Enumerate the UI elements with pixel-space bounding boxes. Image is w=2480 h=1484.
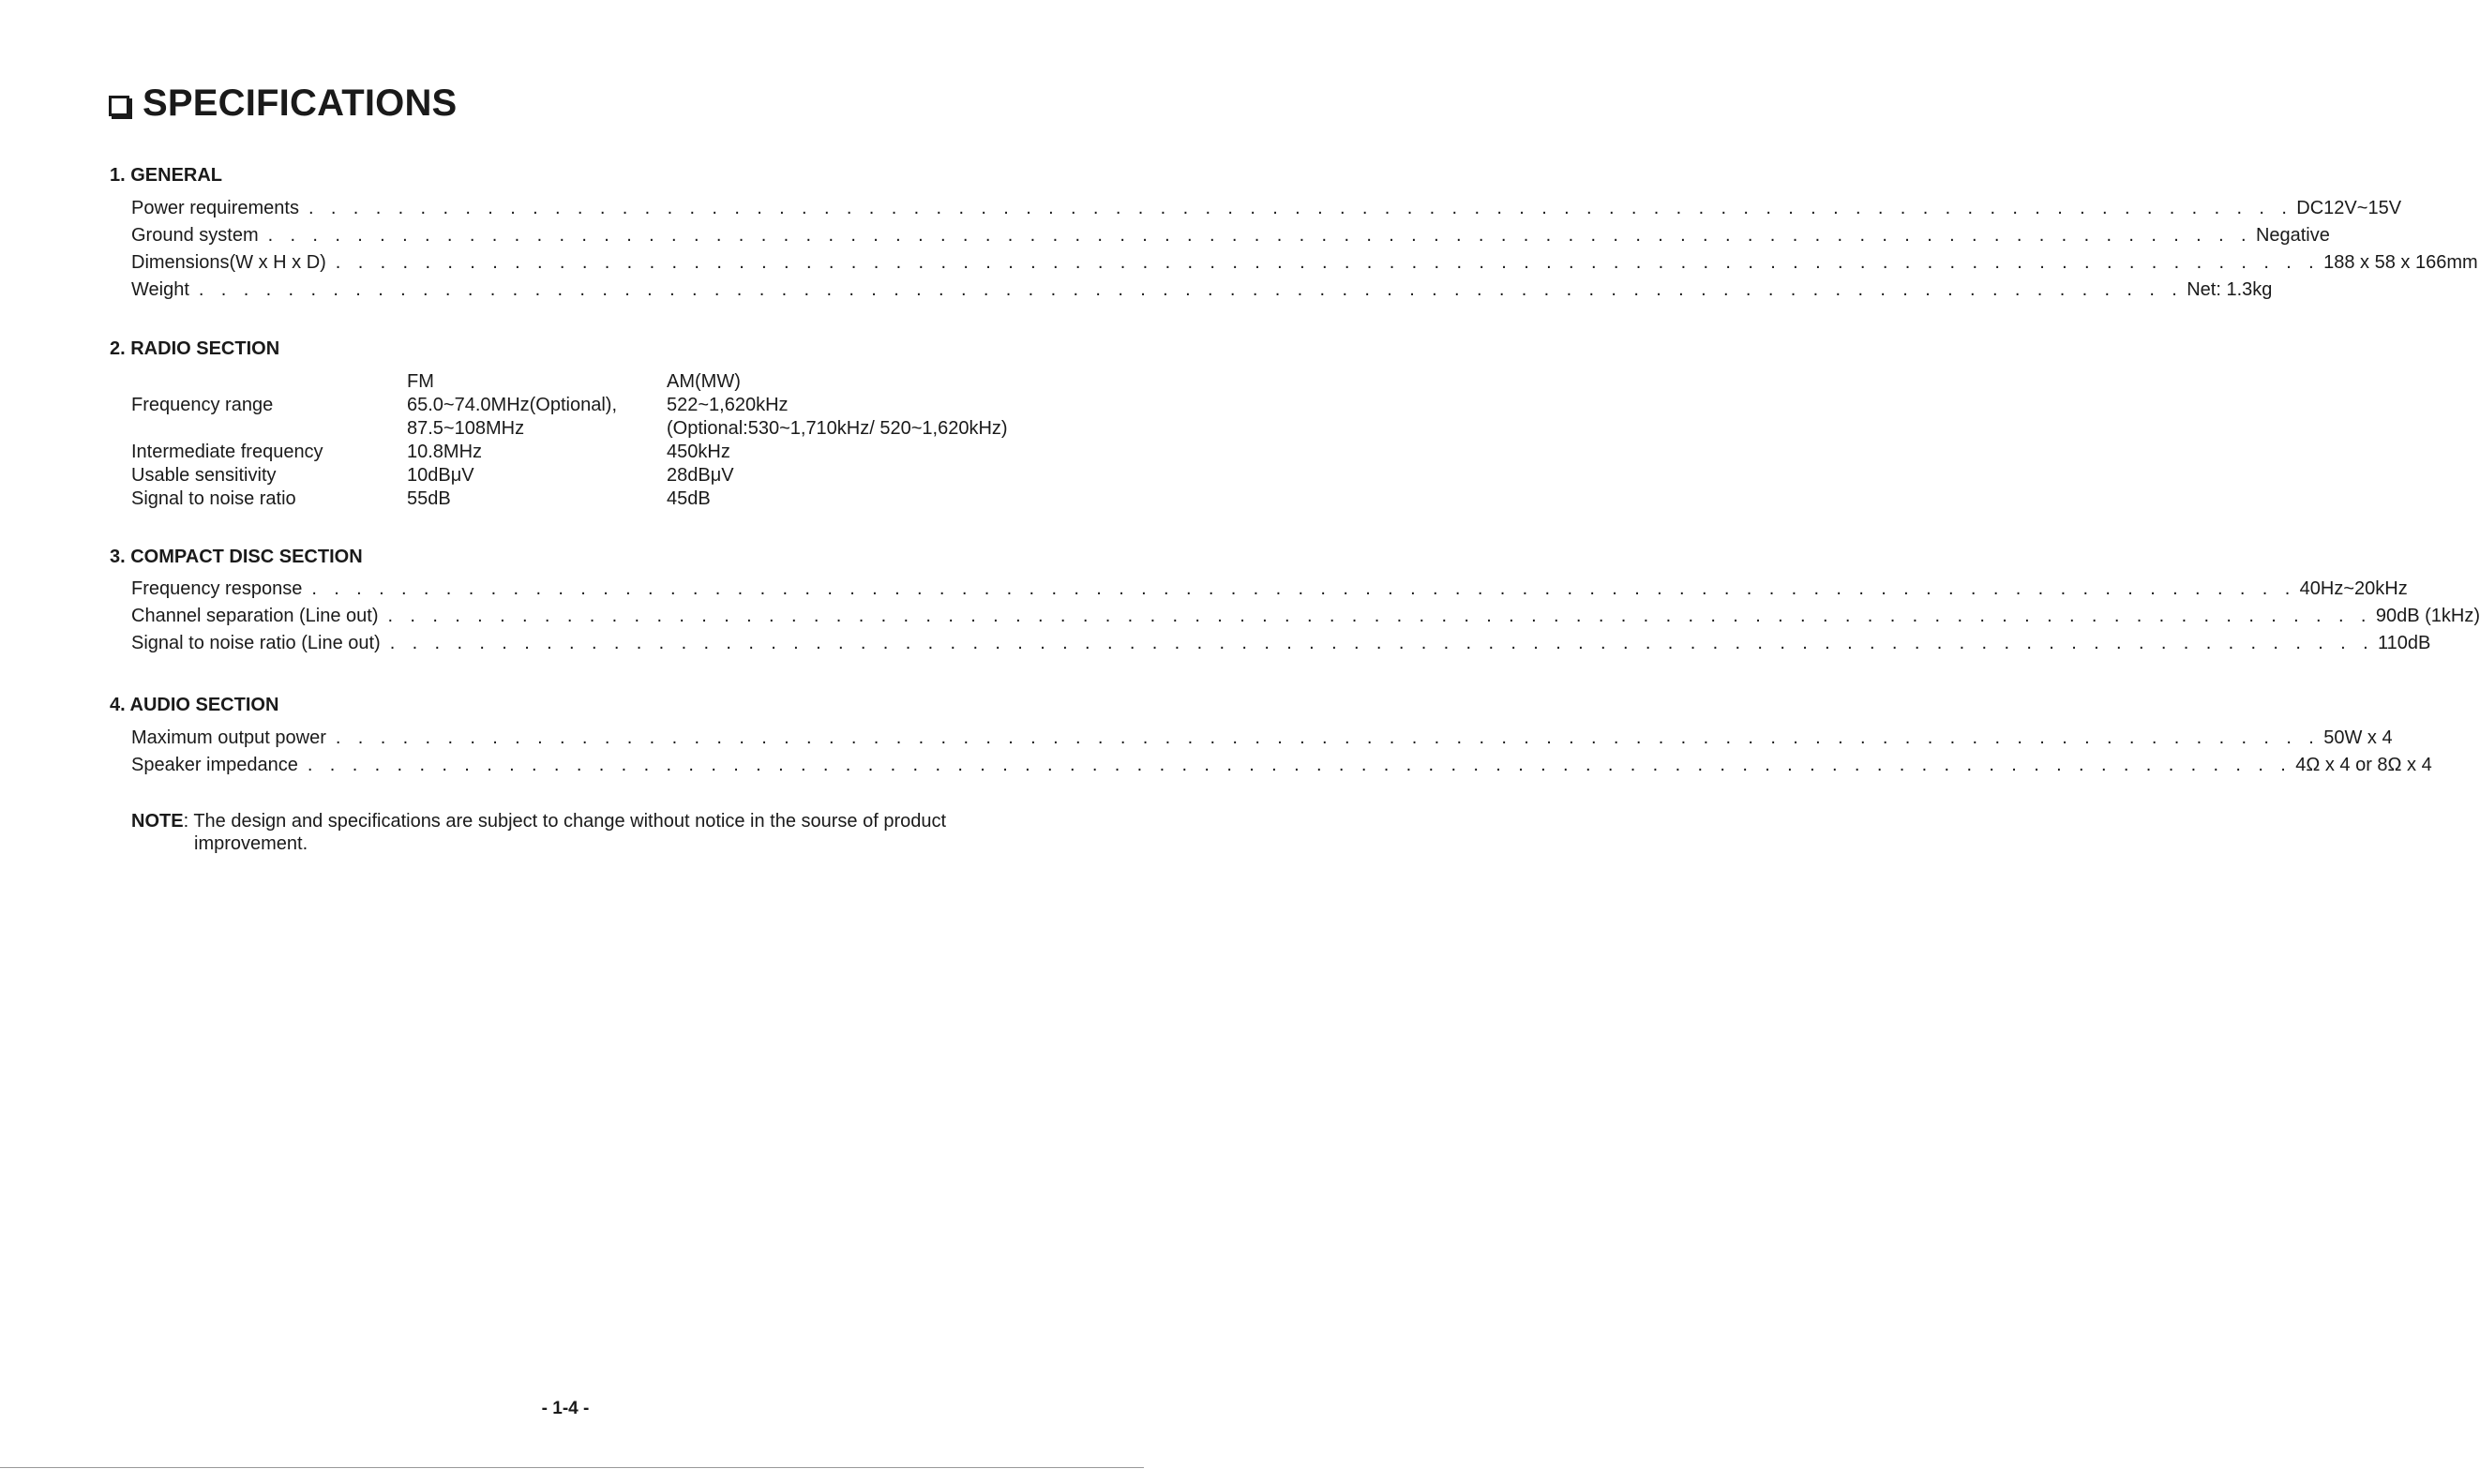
radio-column-header-fm: FM <box>407 371 434 392</box>
radio-fm-value: 87.5~108MHz <box>407 418 525 439</box>
spec-value: 50W x 4 <box>2323 727 2393 748</box>
page-title-text: SPECIFICATIONS <box>143 82 458 124</box>
page-title <box>109 82 457 125</box>
dot-leader: . . . . . . . . . . . . . . . . . . . . . . . . . . . . . . . . . . . . . . . . . . . . . . . . . . . . . . . . . . . . . . . . . . . . . . . . . . . . . . . . . . . . . . . . . <box>311 578 2296 599</box>
bottom-rule <box>0 1467 1144 1468</box>
dot-leader: . . . . . . . . . . . . . . . . . . . . . . . . . . . . . . . . . . . . . . . . . . . . . . . . . . . . . . . . . . . . . . . . . . . . . . . . . . . . . . . . . . . . . . . . . <box>389 633 2375 653</box>
section-heading-radio: 2. RADIO SECTION <box>110 338 280 359</box>
spec-row-power-requirements <box>131 198 2402 222</box>
section-heading-audio: 4. AUDIO SECTION <box>110 695 279 715</box>
spec-row-dimensions <box>131 252 2478 277</box>
section-heading-compact-disc: 3. COMPACT DISC SECTION <box>110 547 363 567</box>
spec-value: DC12V~15V <box>2296 198 2402 218</box>
spec-row-weight <box>131 279 2273 304</box>
radio-am-value: 522~1,620kHz <box>667 395 789 415</box>
spec-label: Maximum output power <box>131 727 326 748</box>
dot-leader: . . . . . . . . . . . . . . . . . . . . . . . . . . . . . . . . . . . . . . . . . . . . . . . . . . . . . . . . . . . . . . . . . . . . . . . . . . . . . . . . . . . . . . . . . <box>335 727 2321 748</box>
dot-leader: . . . . . . . . . . . . . . . . . . . . . . . . . . . . . . . . . . . . . . . . . . . . . . . . . . . . . . . . . . . . . . . . . . . . . . . . . . . . . . . . . . . . . . . . . <box>267 225 2252 246</box>
radio-am-value: 450kHz <box>667 442 730 462</box>
radio-row-label: Usable sensitivity <box>131 465 277 486</box>
spec-label: Signal to noise ratio (Line out) <box>131 633 381 653</box>
spec-row-maximum-output-power <box>131 727 2393 752</box>
note-paragraph <box>131 810 1003 855</box>
radio-row-label: Signal to noise ratio <box>131 488 296 509</box>
spec-label: Channel separation (Line out) <box>131 606 379 626</box>
dot-leader: . . . . . . . . . . . . . . . . . . . . . . . . . . . . . . . . . . . . . . . . . . . . . . . . . . . . . . . . . . . . . . . . . . . . . . . . . . . . . . . . . . . . . . . . . <box>308 198 2293 218</box>
spec-row-channel-separation <box>131 606 2480 630</box>
spec-label: Dimensions(W x H x D) <box>131 252 326 273</box>
spec-label: Weight <box>131 279 189 300</box>
note-text-continuation: improvement. <box>194 833 308 854</box>
checkbox-square-icon <box>109 96 129 116</box>
dot-leader: . . . . . . . . . . . . . . . . . . . . . . . . . . . . . . . . . . . . . . . . . . . . . . . . . . . . . . . . . . . . . . . . . . . . . . . . . . . . . . . . . . . . . . . . . <box>307 755 2292 775</box>
note-text: : The design and specifications are subject to change without notice in the sourse of product <box>183 811 947 832</box>
spec-value: 188 x 58 x 166mm <box>2323 252 2478 273</box>
section-heading-general: 1. GENERAL <box>110 165 223 186</box>
dot-leader: . . . . . . . . . . . . . . . . . . . . . . . . . . . . . . . . . . . . . . . . . . . . . . . . . . . . . . . . . . . . . . . . . . . . . . . . . . . . . . . . . . . . . . . . . <box>387 606 2372 626</box>
radio-fm-value: 65.0~74.0MHz(Optional), <box>407 395 618 415</box>
radio-fm-value: 55dB <box>407 488 451 509</box>
spec-value: 90dB (1kHz) <box>2375 606 2480 626</box>
radio-am-value: (Optional:530~1,710kHz/ 520~1,620kHz) <box>667 418 1008 439</box>
spec-row-speaker-impedance <box>131 755 2432 779</box>
spec-label: Power requirements <box>131 198 299 218</box>
spec-value: Negative <box>2255 225 2330 246</box>
page-number: - 1-4 - <box>541 1399 590 1418</box>
radio-column-header-am: AM(MW) <box>667 371 741 392</box>
spec-value: 110dB <box>2378 633 2431 653</box>
spec-value: 40Hz~20kHz <box>2299 578 2408 599</box>
radio-fm-value: 10dBμV <box>407 465 474 486</box>
dot-leader: . . . . . . . . . . . . . . . . . . . . . . . . . . . . . . . . . . . . . . . . . . . . . . . . . . . . . . . . . . . . . . . . . . . . . . . . . . . . . . . . . . . . . . . . . <box>335 252 2321 273</box>
radio-row-label: Intermediate frequency <box>131 442 323 462</box>
spec-row-ground-system <box>131 225 2330 249</box>
spec-row-frequency-response <box>131 578 2408 603</box>
spec-row-signal-to-noise-line-out <box>131 633 2431 657</box>
radio-am-value: 45dB <box>667 488 711 509</box>
note-label: NOTE <box>131 811 184 832</box>
spec-label: Speaker impedance <box>131 755 298 775</box>
radio-row-label: Frequency range <box>131 395 274 415</box>
radio-am-value: 28dBμV <box>667 465 734 486</box>
dot-leader: . . . . . . . . . . . . . . . . . . . . . . . . . . . . . . . . . . . . . . . . . . . . . . . . . . . . . . . . . . . . . . . . . . . . . . . . . . . . . . . . . . . . . . . . . <box>198 279 2184 300</box>
spec-label: Frequency response <box>131 578 303 599</box>
spec-label: Ground system <box>131 225 259 246</box>
spec-value: Net: 1.3kg <box>2187 279 2273 300</box>
radio-fm-value: 10.8MHz <box>407 442 483 462</box>
spec-value: 4Ω x 4 or 8Ω x 4 <box>2295 755 2432 775</box>
